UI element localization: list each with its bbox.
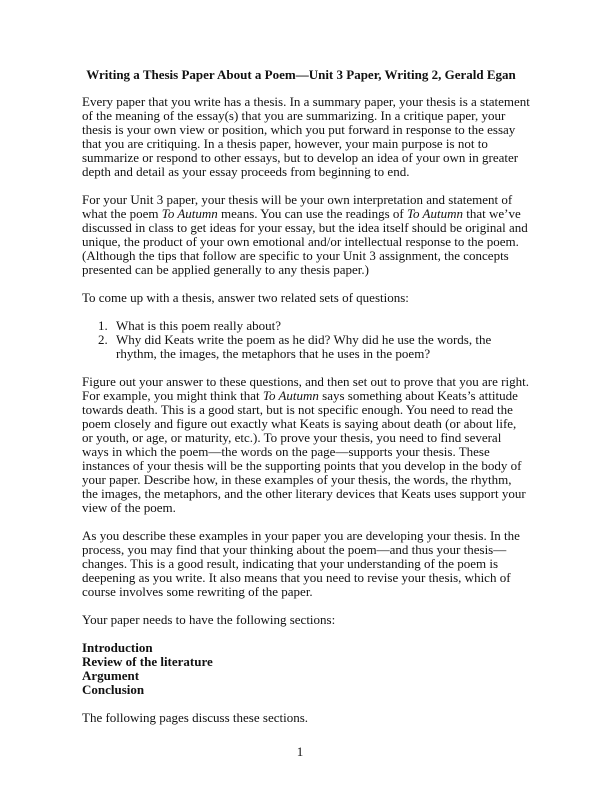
poem-title: To Autumn bbox=[262, 388, 319, 403]
paragraph-developing-thesis: As you describe these examples in your paper you are developing your thesis. In the process, you may find that your thinking about the poem—and thus your thesis—changes. This is a good result, indicating that your understanding of the poem is deepening as you write. It also means that you need to revise your thesis, which of course involves some rewriting of the paper. bbox=[82, 528, 520, 599]
text-run: that we’ve discussed in class to get ideas for your essay, but the idea itself should be original and unique, the product of your own emotional and/or intellectual response to the poem. (Although the tips that follow are specific to your Unit 3 assignment, the concepts presented can be applied generally to any thesis paper.) bbox=[82, 206, 528, 277]
poem-title: To Autumn bbox=[406, 206, 463, 221]
section-introduction: Introduction bbox=[82, 640, 153, 655]
section-conclusion: Conclusion bbox=[82, 682, 145, 697]
document-body bbox=[82, 95, 530, 739]
section-argument: Argument bbox=[82, 668, 140, 683]
list-text: Why did Keats write the poem as he did? Why did he use the words, the rhythm, the images, the metaphors that he uses in the poem? bbox=[116, 332, 492, 361]
page-number: 1 bbox=[296, 744, 304, 759]
document-title: Writing a Thesis Paper About a Poem—Unit 3 Paper, Writing 2, Gerald Egan bbox=[86, 67, 516, 82]
list-text: What is this poem really about? bbox=[116, 318, 281, 333]
question-list bbox=[82, 319, 530, 361]
text-run: means. You can use the readings of bbox=[217, 206, 407, 221]
list-item bbox=[82, 319, 530, 333]
section-review: Review of the literature bbox=[82, 654, 213, 669]
paragraph-closing: The following pages discuss these sections. bbox=[82, 710, 309, 725]
poem-title: To Autumn bbox=[161, 206, 218, 221]
section-list bbox=[82, 641, 530, 697]
paragraph-questions-intro: To come up with a thesis, answer two related sets of questions: bbox=[82, 290, 409, 305]
paragraph-sections-intro: Your paper needs to have the following sections: bbox=[82, 612, 336, 627]
list-item bbox=[82, 333, 530, 361]
text-run: Figure out your answer to these questions, and then set out to prove that you are right. For example, you might think that bbox=[82, 374, 529, 403]
paragraph-unit3 bbox=[82, 193, 530, 277]
paragraph-thesis-intro: Every paper that you write has a thesis. In a summary paper, your thesis is a statement of the meaning of the essay(s) that you are summarizing. In a critique paper, your thesis is your own view or position, which you put forward in response to the essay that you are critiquing. In a thesis paper, however, your main purpose is not to summarize or respond to other essays, but to develop an idea of your own in greater depth and detail as your essay proceeds from beginning to end. bbox=[82, 94, 530, 179]
text-run: For your Unit 3 paper, your thesis will be your own interpretation and statement of what the poem bbox=[82, 192, 513, 221]
list-number: 1. bbox=[98, 318, 108, 333]
list-number: 2. bbox=[98, 332, 108, 347]
paragraph-figure-out bbox=[82, 375, 530, 515]
text-run: says something about Keats’s attitude towards death. This is a good start, but is not specific enough. You need to read the poem closely and figure out exactly what Keats is saying about death (or about life, or youth, or age, or maturity, etc.). To prove your thesis, you need to find several ways in which the poem—the words on the page—supports your thesis. These instances of your thesis will be the supporting points that you develop in the body of your paper. Describe how, in these examples of your thesis, the words, the rhythm, the images, the metaphors, and the other literary devices that Keats uses support your view of the poem. bbox=[82, 388, 526, 515]
